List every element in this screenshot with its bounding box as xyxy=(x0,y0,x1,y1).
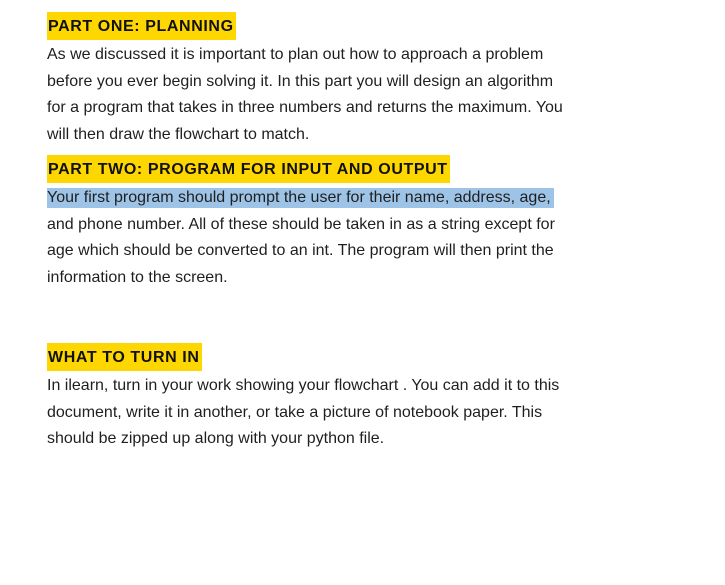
heading-what-to-turn-in: WHAT TO TURN IN xyxy=(47,343,202,371)
section-part-two xyxy=(47,155,687,291)
text-line: In ilearn, turn in your work showing your flowchart . You can add it to this xyxy=(47,377,560,394)
selected-text[interactable]: Your first program should prompt the user for their name, address, age, xyxy=(47,188,554,208)
section-what-to-turn-in xyxy=(47,343,687,453)
text-line: and phone number. All of these should be taken in as a string except for xyxy=(47,215,555,233)
text-line: will then draw the flowchart to match. xyxy=(47,125,310,143)
text-line: information to the screen. xyxy=(47,268,228,286)
text-line: document, write it in another, or take a picture of notebook paper. This xyxy=(47,403,543,421)
section-part-one xyxy=(47,12,687,148)
text-line: before you ever begin solving it. In this part you will design an algorithm xyxy=(47,72,554,90)
text-line: for a program that takes in three numbers and returns the maximum. You xyxy=(47,99,563,116)
text-line: age which should be converted to an int. The program will then print the xyxy=(47,242,554,259)
paragraph-part-two[interactable] xyxy=(47,185,687,291)
heading-part-two: PART TWO: PROGRAM FOR INPUT AND OUTPUT xyxy=(47,155,450,183)
paragraph-part-one[interactable] xyxy=(47,42,687,148)
text-line: should be zipped up along with your python file. xyxy=(47,430,385,447)
heading-part-one: PART ONE: PLANNING xyxy=(47,12,236,40)
paragraph-what-to-turn-in[interactable] xyxy=(47,373,687,453)
text-line-selected xyxy=(47,185,687,212)
text-line: As we discussed it is important to plan out how to approach a problem xyxy=(47,46,544,63)
document-body[interactable] xyxy=(47,12,687,453)
